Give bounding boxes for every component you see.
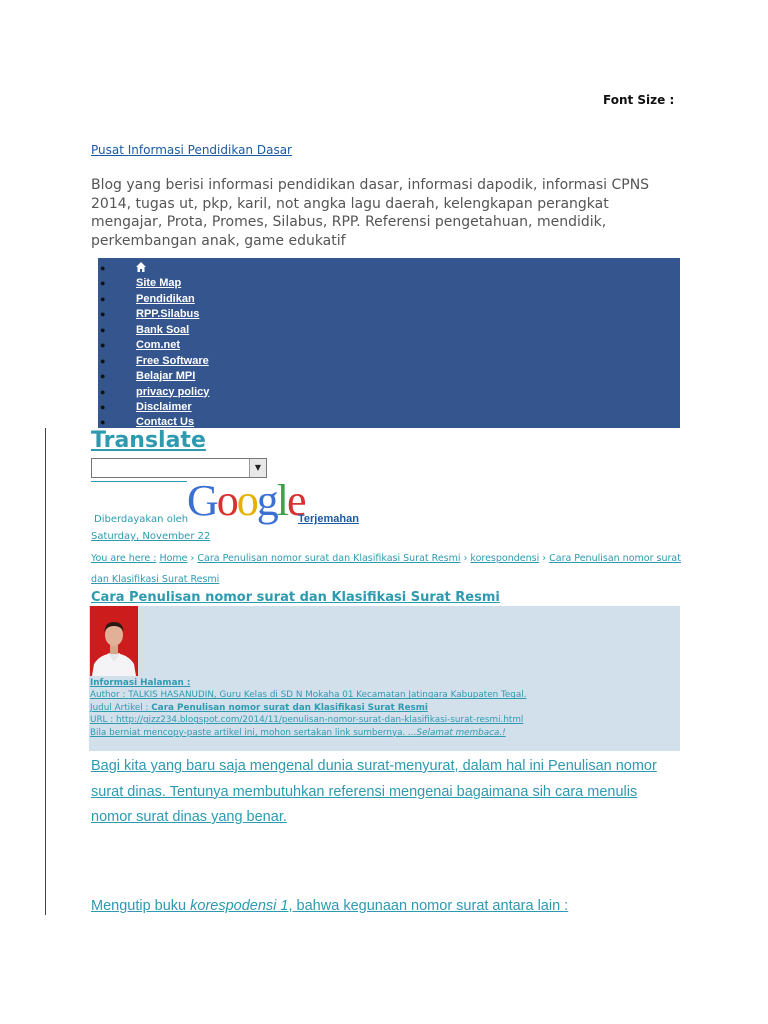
info-url-value: http://gizz234.blogspot.com/2014/11/penulisan-nomor-surat-dan-klasifikasi-surat-resmi.html [116, 715, 524, 726]
nav-list [98, 258, 680, 431]
translate-heading: Translate [91, 428, 206, 453]
home-icon [136, 262, 146, 272]
bullet-icon: ● [100, 417, 106, 428]
left-divider [45, 428, 46, 915]
nav-item-rpp-silabus[interactable] [98, 307, 680, 322]
nav-item-pendidikan[interactable] [98, 292, 680, 307]
site-description: Blog yang berisi informasi pendidikan dasar, informasi dapodik, informasi CPNS 2014, tugas ut, pkp, karil, not angka lagu daerah, kelengkapan perangkat mengajar, Prota, Promes, Silabus, RPP. Referensi pengetahuan, mendidik, perkembangan anak, game edukatif [91, 177, 650, 249]
info-article[interactable] [90, 702, 527, 714]
terjemahan-link[interactable]: Terjemahan [298, 513, 359, 525]
nav-link-pendidikan[interactable]: Pendidikan [136, 292, 195, 305]
breadcrumb-current[interactable]: Cara Penulisan nomor surat dan Klasifikasi Surat Resmi [91, 553, 681, 585]
article-paragraph-1: Bagi kita yang baru saja mengenal dunia surat-menyurat, dalam hal ini Penulisan nomor surat dinas. Tentunya membutuhkan referensi mengenai bagaimana sih cara menulis nomor surat dinas yang benar. [91, 758, 657, 825]
bullet-icon: ● [100, 293, 106, 304]
info-copy-note [90, 727, 527, 739]
font-size-label: Font Size : [603, 93, 675, 107]
paragraph2-end: , bahwa kegunaan nomor surat antara lain : [288, 898, 569, 914]
breadcrumb-separator: › [190, 553, 195, 564]
bullet-icon: ● [100, 371, 106, 382]
dropdown-arrow-icon[interactable]: ▼ [249, 459, 266, 477]
powered-by-label: Diberdayakan oleh [94, 514, 189, 525]
nav-link-disclaimer[interactable]: Disclaimer [136, 400, 192, 413]
info-author[interactable] [90, 689, 527, 701]
info-article-label: Judul Artikel : [90, 702, 149, 713]
google-logo[interactable]: Google [187, 476, 305, 525]
nav-item-bank-soal[interactable] [98, 323, 680, 338]
avatar-photo-icon [90, 606, 138, 676]
paragraph2-start: Mengutip buku [91, 898, 191, 914]
nav-link-site-map[interactable]: Site Map [136, 277, 182, 290]
info-author-label: Author : [90, 690, 126, 701]
nav-link-rpp-silabus[interactable]: RPP.Silabus [136, 308, 200, 321]
nav-link-com-net[interactable]: Com.net [136, 339, 180, 352]
home-link[interactable] [136, 261, 146, 276]
nav-item-site-map[interactable] [98, 276, 680, 291]
article-title[interactable]: Cara Penulisan nomor surat dan Klasifikasi Surat Resmi [91, 590, 500, 605]
breadcrumb-separator: › [542, 553, 547, 564]
bullet-icon: ● [100, 355, 106, 366]
bullet-icon: ● [100, 263, 106, 273]
info-heading: Informasi Halaman : [90, 678, 191, 688]
info-article-value: Cara Penulisan nomor surat dan Klasifikasi Surat Resmi [151, 702, 428, 713]
post-date: Saturday, November 22 [91, 531, 211, 542]
site-title-link[interactable]: Pusat Informasi Pendidikan Dasar [91, 143, 292, 157]
article-paragraph-2 [91, 894, 671, 919]
info-url[interactable] [90, 714, 527, 726]
nav-item-privacy-policy[interactable] [98, 385, 680, 400]
copy-note-end: ...Selamat membaca.! [408, 727, 506, 738]
nav-link-belajar-mpi[interactable]: Belajar MPI [136, 370, 196, 383]
nav-link-bank-soal[interactable]: Bank Soal [136, 323, 190, 336]
breadcrumb-article[interactable]: Cara Penulisan nomor surat dan Klasifikasi Surat Resmi [197, 553, 461, 564]
bullet-icon: ● [100, 386, 106, 397]
nav-item-belajar-mpi[interactable] [98, 369, 680, 384]
breadcrumb [91, 548, 681, 590]
breadcrumb-prefix: You are here : [91, 553, 157, 564]
author-info-box [89, 606, 680, 751]
nav-item-home[interactable] [98, 261, 680, 276]
author-avatar [90, 606, 138, 676]
nav-item-free-software[interactable] [98, 354, 680, 369]
bullet-icon: ● [100, 401, 106, 412]
info-author-value: TALKIS HASANUDIN, Guru Kelas di SD N Mokaha 01 Kecamatan Jatingara Kabupaten Tegal. [128, 690, 527, 701]
info-url-label: URL : [90, 715, 114, 726]
copy-note-text: Bila berniat mencopy-paste artikel ini, mohon sertakan link sumbernya. [90, 727, 406, 738]
translate-underline [91, 481, 187, 482]
paragraph2-book-title: korespodensi 1 [190, 898, 289, 914]
nav-item-disclaimer[interactable] [98, 400, 680, 415]
nav-item-com-net[interactable] [98, 338, 680, 353]
nav-link-contact-us[interactable]: Contact Us [136, 416, 195, 429]
info-lines [90, 677, 527, 739]
bullet-icon: ● [100, 324, 106, 335]
nav-link-privacy-policy[interactable]: privacy policy [136, 385, 210, 398]
bullet-icon: ● [100, 309, 106, 320]
nav-link-free-software[interactable]: Free Software [136, 354, 209, 367]
bullet-icon: ● [100, 278, 106, 289]
breadcrumb-separator: › [463, 553, 468, 564]
language-select[interactable] [91, 458, 267, 478]
breadcrumb-category[interactable]: korespondensi [470, 553, 540, 564]
bullet-icon: ● [100, 340, 106, 351]
breadcrumb-home[interactable]: Home [159, 553, 188, 564]
main-navigation [98, 258, 680, 428]
